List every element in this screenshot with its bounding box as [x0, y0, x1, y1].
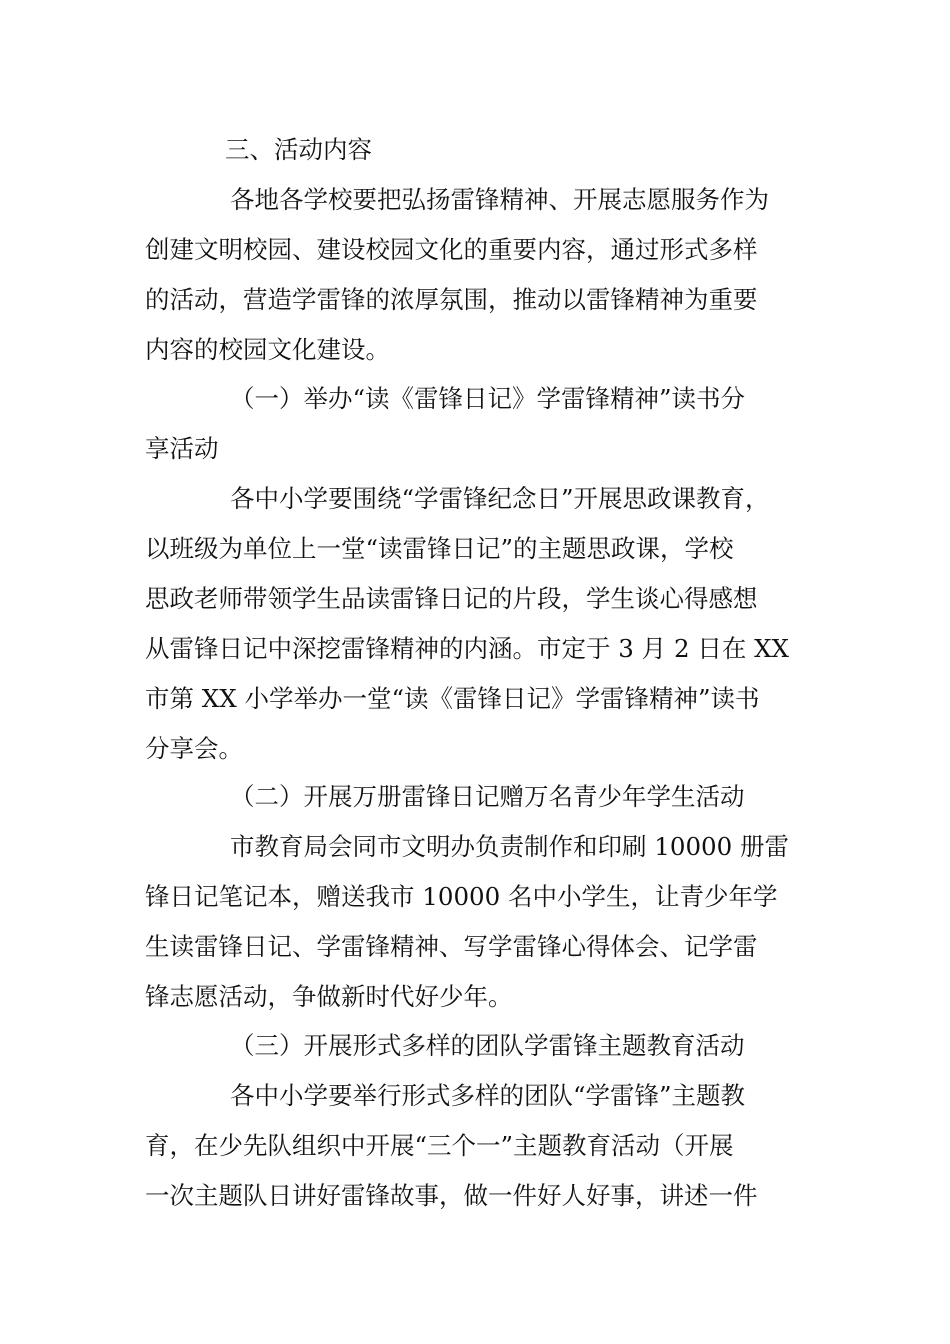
item3-body-line: 一次主题队日讲好雷锋故事，做一件好人好事，讲述一件 [145, 1181, 758, 1210]
item1-body-line: 以班级为单位上一堂“读雷锋日记”的主题思政课，学校 [145, 534, 734, 563]
item2-body-line: 生读雷锋日记、学雷锋精神、写学雷锋心得体会、记学雷 [145, 932, 758, 961]
section-title: 三、活动内容 [225, 135, 372, 164]
item3-body-line: 育，在少先队组织中开展“三个一”主题教育活动（开展 [145, 1131, 734, 1160]
item1-body-line: 市第 XX 小学举办一堂“读《雷锋日记》学雷锋精神”读书 [145, 684, 760, 713]
item2-body-line: 锋志愿活动，争做新时代好少年。 [145, 982, 513, 1011]
intro-line: 创建文明校园、建设校园文化的重要内容，通过形式多样 [145, 235, 758, 264]
intro-line: 的活动，营造学雷锋的浓厚氛围，推动以雷锋精神为重要 [145, 285, 758, 314]
intro-line: 各地各学校要把弘扬雷锋精神、开展志愿服务作为 [230, 185, 769, 214]
item2-heading: （二）开展万册雷锋日记赠万名青少年学生活动 [230, 782, 745, 811]
item1-heading-line: 享活动 [145, 434, 219, 463]
item1-body-line: 各中小学要围绕“学雷锋纪念日”开展思政课教育， [230, 484, 770, 513]
item3-body-line: 各中小学要举行形式多样的团队“学雷锋”主题教 [230, 1081, 746, 1110]
item1-heading-line: （一）举办“读《雷锋日记》学雷锋精神”读书分 [230, 384, 746, 413]
item2-body-line: 市教育局会同市文明办负责制作和印刷 10000 册雷 [230, 832, 790, 861]
item1-body-line: 思政老师带领学生品读雷锋日记的片段，学生谈心得感想 [145, 584, 758, 613]
item3-heading: （三）开展形式多样的团队学雷锋主题教育活动 [230, 1031, 745, 1060]
intro-line: 内容的校园文化建设。 [145, 335, 390, 364]
item1-body-line: 从雷锋日记中深挖雷锋精神的内涵。市定于 3 月 2 日在 XX [145, 634, 789, 663]
item2-body-line: 锋日记笔记本，赠送我市 10000 名中小学生，让青少年学 [145, 882, 778, 911]
item1-body-line: 分享会。 [145, 734, 243, 763]
